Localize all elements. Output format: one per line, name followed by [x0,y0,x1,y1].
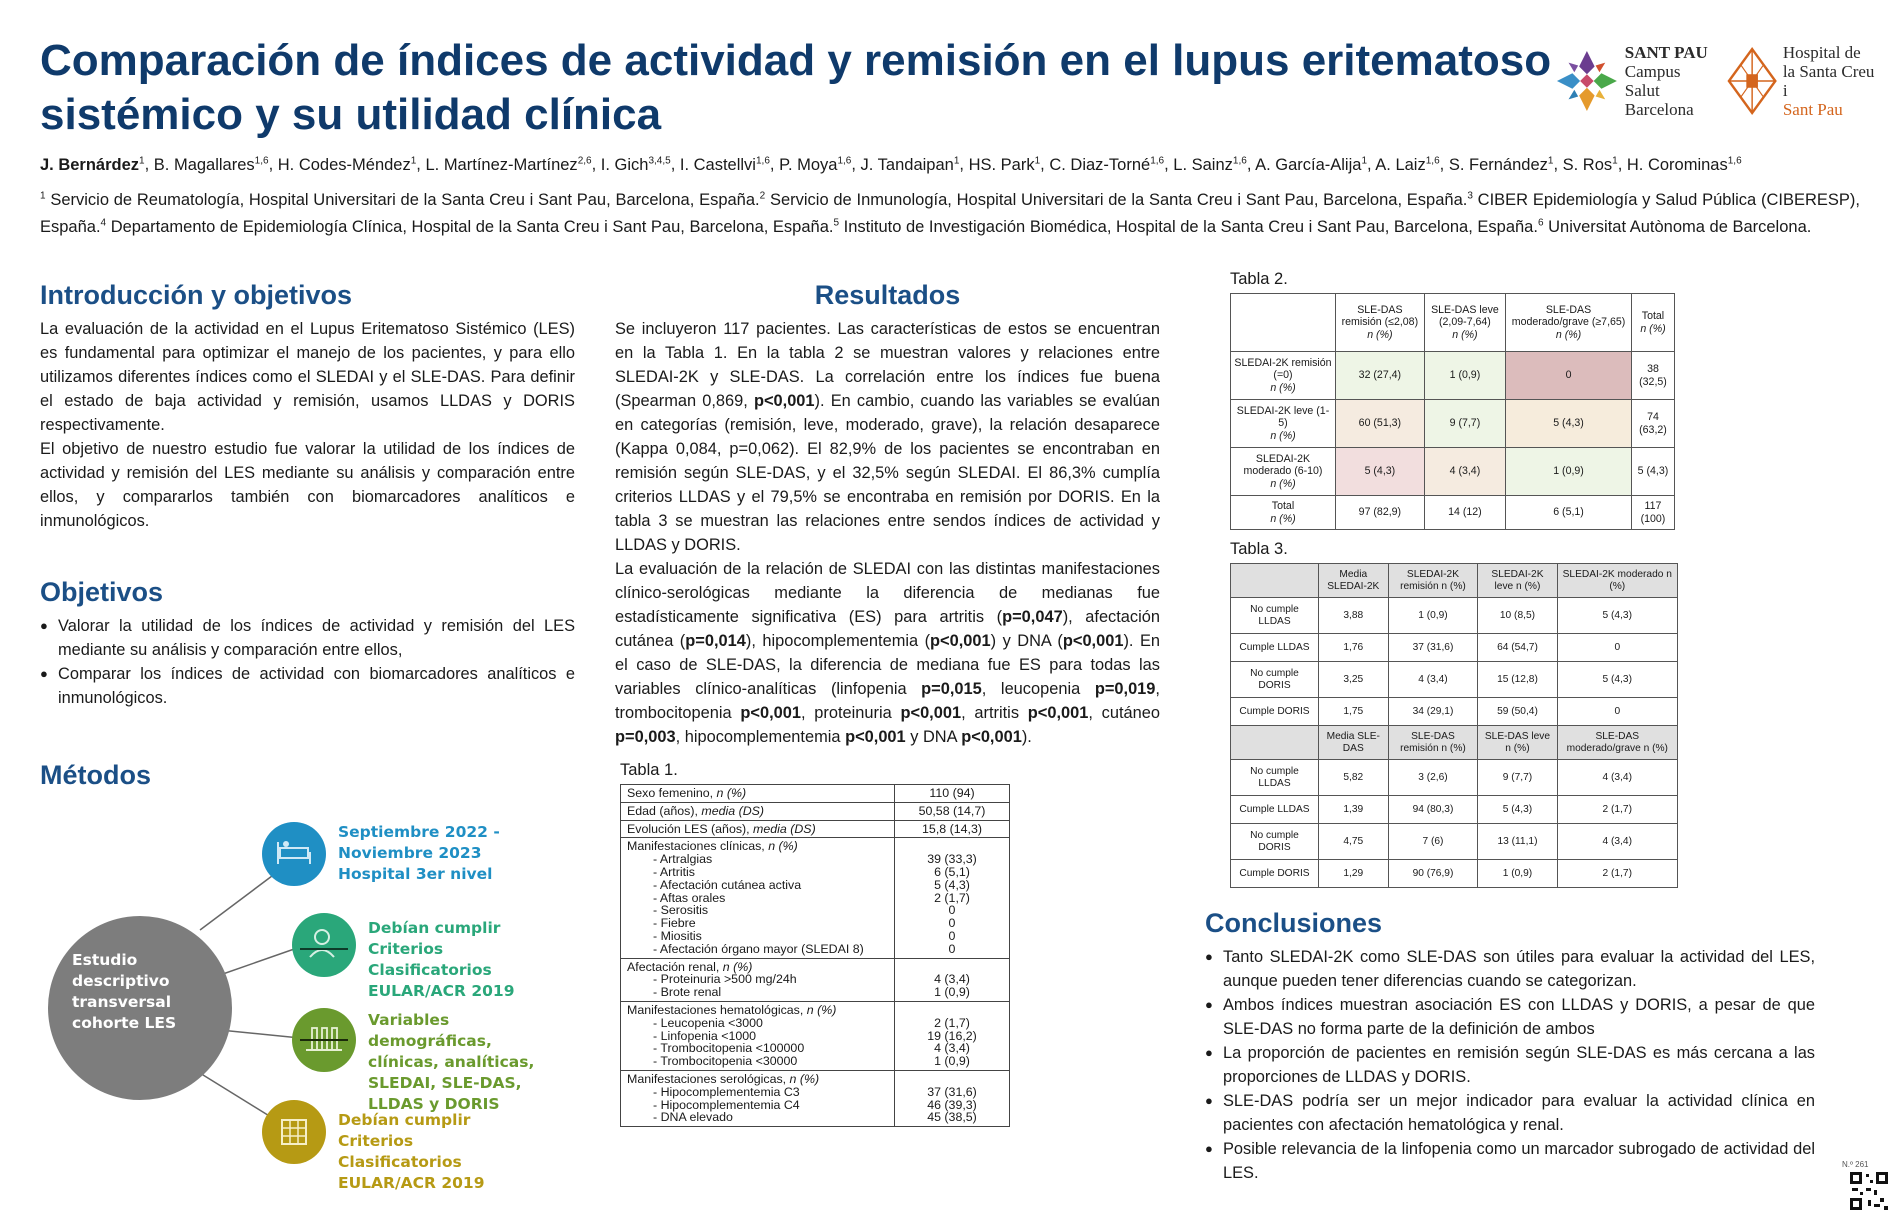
table-cell-label [621,1070,895,1126]
table-cell-label: No cumple DORIS [1231,824,1319,860]
table-cell-value: 1 (0,9) [1424,352,1505,400]
table-cell-label [621,1001,895,1070]
group-item-value: 46 (39,3) [927,1097,977,1112]
table-cell-label: Cumple LLDAS [1231,796,1319,824]
group-label: Manifestaciones hematológicas, n (%) [627,1002,837,1017]
affiliation-item: $^3$ CIBER Epidemiología y Salud Pública (CIBERESP), España. [40,190,1860,236]
table-cell-value: 4,75 [1319,824,1389,860]
table-row [1231,860,1678,888]
table-cell-value: 97 (82,9) [1336,496,1425,530]
author-name: J. Bernárdez$^1$ [40,155,145,174]
table-cell-value: 7 (6) [1388,824,1478,860]
table-cell-value: 3,25 [1319,662,1389,698]
tabla-1-table [620,784,1010,1127]
table-header-row [1231,564,1678,598]
table-cell-value: 0 [1506,352,1632,400]
group-item-label: - Artralgias [627,853,888,866]
affiliations [40,184,1860,239]
table-cell-value: 9 (7,7) [1424,400,1505,448]
group-item-label: - Trombocitopenia <100000 [627,1042,888,1055]
affiliation-item: $^1$ Servicio de Reumatología, Hospital Universitari de la Santa Creu i Sant Pau, Barcelona, España. [40,190,760,209]
table-cell-label: Sexo femenino, n (%) [621,785,895,803]
table-cell-value: 5,82 [1319,760,1389,796]
objetivo-item: ● Comparar los índices de actividad con biomarcadores analíticos e inmunológicos. [40,662,575,710]
table-cell-value: 4 (3,4) [1557,824,1677,860]
group-item-value: 6 (5,1) [934,864,970,879]
table-group-row [621,1070,1010,1126]
group-item-value: 5 (4,3) [934,877,970,892]
conclusion-item: ● Tanto SLEDAI-2K como SLE-DAS son útiles para evaluar la actividad del LES, aunque pueden tener diferencias cuando se categorizan. [1205,945,1815,993]
author-name: A. Laiz$^{1,6}$ [1375,155,1440,174]
step-3-circle [292,1008,356,1072]
table-cell-value: 5 (4,3) [1631,448,1674,496]
group-item-label: - Hipocomplementemia C3 [627,1086,888,1099]
table-cell-label [621,838,895,958]
table-cell-value: 0 [1557,634,1677,662]
table-cell-label [621,958,895,1001]
table-cell-value: 5 (4,3) [1506,400,1632,448]
group-item-label: - Aftas orales [627,892,888,905]
table-cell-label: Evolución LES (años), media (DS) [621,820,895,838]
objetivos-list [40,614,575,710]
group-item-label: - Afectación órgano mayor (SLEDAI 8) [627,943,888,956]
table-row [1231,662,1678,698]
author-name: L. Sainz$^{1,6}$ [1173,155,1247,174]
table-cell-label: SLEDAI-2K remisión (=0) n (%) [1231,352,1336,400]
table-cell-value: 15 (12,8) [1478,662,1557,698]
table-row [621,785,1010,803]
table-cell-value: 5 (4,3) [1557,662,1677,698]
lab-tubes-icon [292,1008,356,1072]
table-cell-label: SLEDAI-2K moderado (6-10) n (%) [1231,448,1336,496]
author-name: B. Magallares$^{1,6}$ [153,155,269,174]
tabla-2-table [1230,293,1675,530]
table-cell-value [895,1001,1010,1070]
intro-heading: Introducción y objetivos [40,280,353,310]
table-cell-label: Total n (%) [1231,496,1336,530]
qr-code-icon[interactable] [1848,1170,1890,1212]
table-header-cell [1231,726,1319,760]
author-name: I. Gich$^{3,4,5}$ [600,155,671,174]
tabla-2 [1230,270,1835,530]
table-cell-value: 34 (29,1) [1388,698,1478,726]
group-item-value: 37 (31,6) [927,1084,977,1099]
group-item-value: 39 (33,3) [927,852,977,867]
author-name: H. Codes-Méndez$^1$ [277,155,417,174]
table-row [1231,698,1678,726]
affiliation-item: $^4$ Departamento de Epidemiología Clínica, Hospital de la Santa Creu i Sant Pau, Barcelona, España. [100,217,834,236]
table-cell-value: 4 (3,4) [1557,760,1677,796]
affiliation-item: $^6$ Universitat Autònoma de Barcelona. [1537,217,1812,236]
table-cell-value: 4 (3,4) [1388,662,1478,698]
group-item-value: 1 (0,9) [934,1054,970,1069]
group-item-value: 4 (3,4) [934,1041,970,1056]
tabla-1-caption: Tabla 1. [620,761,678,779]
bed-icon [262,822,326,886]
conclusion-item: ● Ambos índices muestran asociación ES con LLDAS y DORIS, a pesar de que SLE-DAS no forma parte de la definición de ambos [1205,993,1815,1041]
table-row [1231,352,1675,400]
table-row [1231,634,1678,662]
table-cell-value: 37 (31,6) [1388,634,1478,662]
table-cell-value: 14 (12) [1424,496,1505,530]
group-item-label: - DNA elevado [627,1111,888,1124]
table-header-cell [1231,564,1319,598]
table-cell-value: 2 (1,7) [1557,860,1677,888]
author-name: A. García-Alija$^1$ [1255,155,1368,174]
table-cell-value: 1,39 [1319,796,1389,824]
group-item-value: 4 (3,4) [934,972,970,987]
table-cell-value: 5 (4,3) [1557,598,1677,634]
author-name: L. Martínez-Martínez$^{2,6}$ [425,155,592,174]
intro-paragraph-1: La evaluación de la actividad en el Lupus Eritematoso Sistémico (LES) es fundamental para optimizar el manejo de los pacientes, y para ello utilizamos diferentes índices como el SLEDAI y el SLE-DAS. Para definir el estado de baja actividad y remisión, usamos LLDAS y DORIS respectivamente. [40,320,575,434]
hospital-emblem-icon [1727,46,1777,116]
table-cell-value: 5 (4,3) [1478,796,1557,824]
study-circle-label: Estudio descriptivo transversal cohorte LES [72,951,177,1032]
step-1-circle [262,822,326,886]
table-cell-value: 1 (0,9) [1506,448,1632,496]
group-item-label: - Artritis [627,866,888,879]
group-item-value: 0 [948,916,956,931]
table-cell-value: 50,58 (14,7) [895,802,1010,820]
table-cell-value: 9 (7,7) [1478,760,1557,796]
table-cell-value: 59 (50,4) [1478,698,1557,726]
group-item-value: 0 [948,928,956,943]
table-cell-label: No cumple LLDAS [1231,598,1319,634]
step-1-text: Septiembre 2022 - Noviembre 2023 Hospital 3er nivel [338,823,500,883]
logos [1555,40,1880,122]
table-row [621,802,1010,820]
table-cell-value: 94 (80,3) [1388,796,1478,824]
table-cell-label: Edad (años), media (DS) [621,802,895,820]
table-cell-value: 1 (0,9) [1388,598,1478,634]
intro-paragraph-2: El objetivo de nuestro estudio fue valorar la utilidad de los índices de actividad y remisión del LES mediante su análisis y comparación entre ellos, y compararlos también con biomarcadores analíticos e inmunológicos. [40,440,575,530]
author-name: S. Ros$^1$ [1562,155,1618,174]
table-cell-value: 3,88 [1319,598,1389,634]
table-cell-value: 90 (76,9) [1388,860,1478,888]
step-3-text: Variables demográficas, clínicas, analíticas, SLEDAI, SLE-DAS, LLDAS y DORIS [368,1011,535,1113]
table-icon [262,1100,326,1164]
group-item-value: 45 (38,5) [927,1110,977,1125]
table-header-cell: SLE-DAS leve (2,09-7,64) n (%) [1424,294,1505,352]
table-cell-label: Cumple LLDAS [1231,634,1319,662]
table-cell-value: 60 (51,3) [1336,400,1425,448]
table-row [621,820,1010,838]
table-cell-label: No cumple LLDAS [1231,760,1319,796]
table-cell-value: 38 (32,5) [1631,352,1674,400]
logo-text-3: Barcelona [1624,100,1694,119]
step-4-text: Debían cumplir Criterios Clasificatorios EULAR/ACR 2019 [338,1111,485,1192]
logo-text-4: Hospital de [1782,43,1861,62]
affiliation-item: $^2$ Servicio de Inmunología, Hospital Universitari de la Santa Creu i Sant Pau, Barcelona, España. [759,190,1468,209]
group-item-label: - Trombocitopenia <30000 [627,1055,888,1068]
group-item-value: 19 (16,2) [927,1028,977,1043]
table-cell-value: 3 (2,6) [1388,760,1478,796]
table-header-cell: SLEDAI-2K moderado n (%) [1557,564,1677,598]
logo-text-6: Sant Pau [1782,100,1843,119]
step-4-circle [262,1100,326,1164]
table-header-row [1231,294,1675,352]
conclusion-item: ● SLE-DAS podría ser un mejor indicador para evaluar la actividad clínica en pacientes con afectación hematológica y renal. [1205,1089,1815,1137]
table-header-cell: SLE-DAS remisión (≤2,08) n (%) [1336,294,1425,352]
table-group-row [621,958,1010,1001]
table-row [1231,796,1678,824]
step-2-text: Debían cumplir Criterios Clasificatorios EULAR/ACR 2019 [368,919,515,1000]
table-cell-label: No cumple DORIS [1231,662,1319,698]
group-item-value: 1 (0,9) [934,985,970,1000]
table-cell-label: Cumple DORIS [1231,860,1319,888]
table-header-cell: Media SLE-DAS [1319,726,1389,760]
table-cell-value: 32 (27,4) [1336,352,1425,400]
table-header-row [1231,726,1678,760]
table-header-cell [1231,294,1336,352]
table-cell-value [895,958,1010,1001]
table-cell-value [895,1070,1010,1126]
resultados-paragraph-2: La evaluación de la relación de SLEDAI con las distintas manifestaciones clínico-serológicas mediante la diferencia de medianas fue estadísticamente significativa (ES) para artritis (p=0,047), afectación cutánea (p=0,014), hipocomplementemia (p<0,001) y DNA (p<0,001). En el caso de SLE-DAS, la diferencia de mediana fue ES para todas las variables clínico-analíticas (linfopenia p=0,015, leucopenia p=0,019, trombocitopenia p<0,001, proteinuria p<0,001, artritis p<0,001, cutáneo p=0,003, hipocomplementemia p<0,001 y DNA p<0,001). [615,560,1161,746]
conclusion-item: ● Posible relevancia de la linfopenia como un marcador subrogado de actividad del LES. [1205,1137,1815,1185]
table-group-row [621,1001,1010,1070]
table-cell-value: 6 (5,1) [1506,496,1632,530]
group-item-label: - Miositis [627,930,888,943]
table-cell-value: 110 (94) [895,785,1010,803]
author-list: J. Bernárdez$^1$, B. Magallares$^{1,6}$, H. Codes-Méndez$^1$, L. Martínez-Martínez$^{2,6}$, I. Gich$^{3,4,5}$, I. Castellvi$^{1,6}$, P. Moya$^{1,6}$, J. Tandaipan$^1$, HS. Park$^1$, C. Diaz-Torné$^{1,6}$, L. Sainz$^{1,6}$, A. García-Alija$^1$, A. Laiz$^{1,6}$, S. Fernández$^1$, S. Ros$^1$, H. Corominas$^{1,6}$ [40,155,1742,174]
column-left [40,280,575,791]
poster-title: Comparación de índices de actividad y remisión en el lupus eritematoso sistémico y su utilidad clínica [40,36,1552,139]
table-cell-value: 74 (63,2) [1631,400,1674,448]
hospital-sant-pau-logo [1727,43,1880,119]
table-cell-value: 1,75 [1319,698,1389,726]
sant-pau-campus-logo [1555,43,1717,119]
table-cell-label: Cumple DORIS [1231,698,1319,726]
author-name: J. Tandaipan$^1$ [860,155,960,174]
column-right [1205,270,1835,1185]
metodos-diagram [30,800,590,1192]
group-item-value: 2 (1,7) [934,1015,970,1030]
group-label: Manifestaciones clínicas, n (%) [627,839,798,854]
conclusiones-section [1205,908,1815,1185]
group-label: Afectación renal, n (%) [627,959,753,974]
table-header-cell: Total n (%) [1631,294,1674,352]
conclusion-item: ● La proporción de pacientes en remisión según SLE-DAS es más cercana a las proporciones de LLDAS y DORIS. [1205,1041,1815,1089]
logo-text-2: Campus Salut [1624,62,1681,100]
group-item-label: - Afectación cutánea activa [627,879,888,892]
group-item-label: - Hipocomplementemia C4 [627,1099,888,1112]
table-header-cell: SLE-DAS remisión n (%) [1388,726,1478,760]
table-cell-value: 10 (8,5) [1478,598,1557,634]
author-name: C. Diaz-Torné$^{1,6}$ [1049,155,1165,174]
table-header-cell: SLE-DAS leve n (%) [1478,726,1557,760]
table-row [1231,496,1675,530]
campus-diamond-icon [1555,48,1619,114]
table-cell-value: 13 (11,1) [1478,824,1557,860]
table-row [1231,760,1678,796]
group-label: Manifestaciones serológicas, n (%) [627,1071,820,1086]
table-row [1231,448,1675,496]
person-search-icon [292,913,356,977]
table-cell-value: 64 (54,7) [1478,634,1557,662]
table-cell-value: 4 (3,4) [1424,448,1505,496]
group-item-value: 2 (1,7) [934,890,970,905]
table-cell-value [895,838,1010,958]
table-header-cell: Media SLEDAI-2K [1319,564,1389,598]
table-cell-label: SLEDAI-2K leve (1-5) n (%) [1231,400,1336,448]
affiliation-item: $^5$ Instituto de Investigación Biomédica, Hospital de la Santa Creu i Sant Pau, Barcelona, España. [833,217,1538,236]
author-name: H. Corominas$^{1,6}$ [1626,155,1742,174]
table-header-cell: SLEDAI-2K remisión n (%) [1388,564,1478,598]
table-header-cell: SLE-DAS moderado/grave n (%) [1557,726,1677,760]
group-item-label: - Linfopenia <1000 [627,1030,888,1043]
table-row [1231,598,1678,634]
column-middle [615,280,1160,1127]
logo-text-1: SANT PAU [1624,43,1708,62]
tabla-2-caption: Tabla 2. [1230,270,1288,288]
group-item-value: 0 [948,941,956,956]
poster-number: N.º 261 [1842,1160,1869,1169]
table-row [1231,824,1678,860]
objetivo-item: ● Valorar la utilidad de los índices de actividad y remisión del LES mediante su análisis y comparación entre ellos, [40,614,575,662]
tabla-3-table [1230,563,1678,888]
table-cell-value: 1 (0,9) [1478,860,1557,888]
table-cell-value: 1,76 [1319,634,1389,662]
metodos-heading: Métodos [40,760,151,790]
logo-text-5: la Santa Creu i [1782,62,1875,100]
tabla-1 [620,761,1160,1127]
author-name: P. Moya$^{1,6}$ [779,155,852,174]
group-item-label: - Serositis [627,904,888,917]
table-cell-value: 117 (100) [1631,496,1674,530]
conclusiones-list [1205,945,1815,1185]
conclusiones-heading: Conclusiones [1205,908,1383,938]
tabla-3 [1230,540,1835,888]
step-2-circle [292,913,356,977]
table-cell-value: 0 [1557,698,1677,726]
resultados-paragraph-1: Se incluyeron 117 pacientes. Las características de estos se encuentran en la Tabla 1. En la tabla 2 se muestran valores y relaciones entre SLEDAI-2K y SLE-DAS. La correlación entre los índices fue buena (Spearman 0,869, p<0,001). En cambio, cuando las variables se evalúan en categorías (remisión, leve, moderado, grave), la relación desaparece (Kappa 0,084, p=0,062). El 82,9% de los pacientes se encontraban en remisión según SLE-DAS, y el 32,5% según SLEDAI. El 86,3% cumplía criterios LLDAS y el 79,5% se encontraba en remisión por DORIS. En la tabla 3 se muestran las relaciones entre sendos índices de actividad y LLDAS y DORIS. [615,320,1160,554]
table-cell-value: 1,29 [1319,860,1389,888]
author-name: HS. Park$^1$ [968,155,1041,174]
table-header-cell: SLE-DAS moderado/grave (≥7,65) n (%) [1506,294,1632,352]
table-cell-value: 5 (4,3) [1336,448,1425,496]
group-item-value: 0 [948,903,956,918]
table-group-row [621,838,1010,958]
table-cell-value: 2 (1,7) [1557,796,1677,824]
resultados-heading: Resultados [814,280,961,310]
group-item-label: - Proteinuria >500 mg/24h [627,973,888,986]
tabla-3-caption: Tabla 3. [1230,540,1288,558]
author-name: S. Fernández$^1$ [1448,155,1554,174]
table-row [1231,400,1675,448]
objetivos-heading: Objetivos [40,577,164,607]
group-item-label: - Leucopenia <3000 [627,1017,888,1030]
author-name: I. Castellvi$^{1,6}$ [679,155,770,174]
group-item-label: - Brote renal [627,986,888,999]
group-item-label: - Fiebre [627,917,888,930]
table-header-cell: SLEDAI-2K leve n (%) [1478,564,1557,598]
table-cell-value: 15,8 (14,3) [895,820,1010,838]
